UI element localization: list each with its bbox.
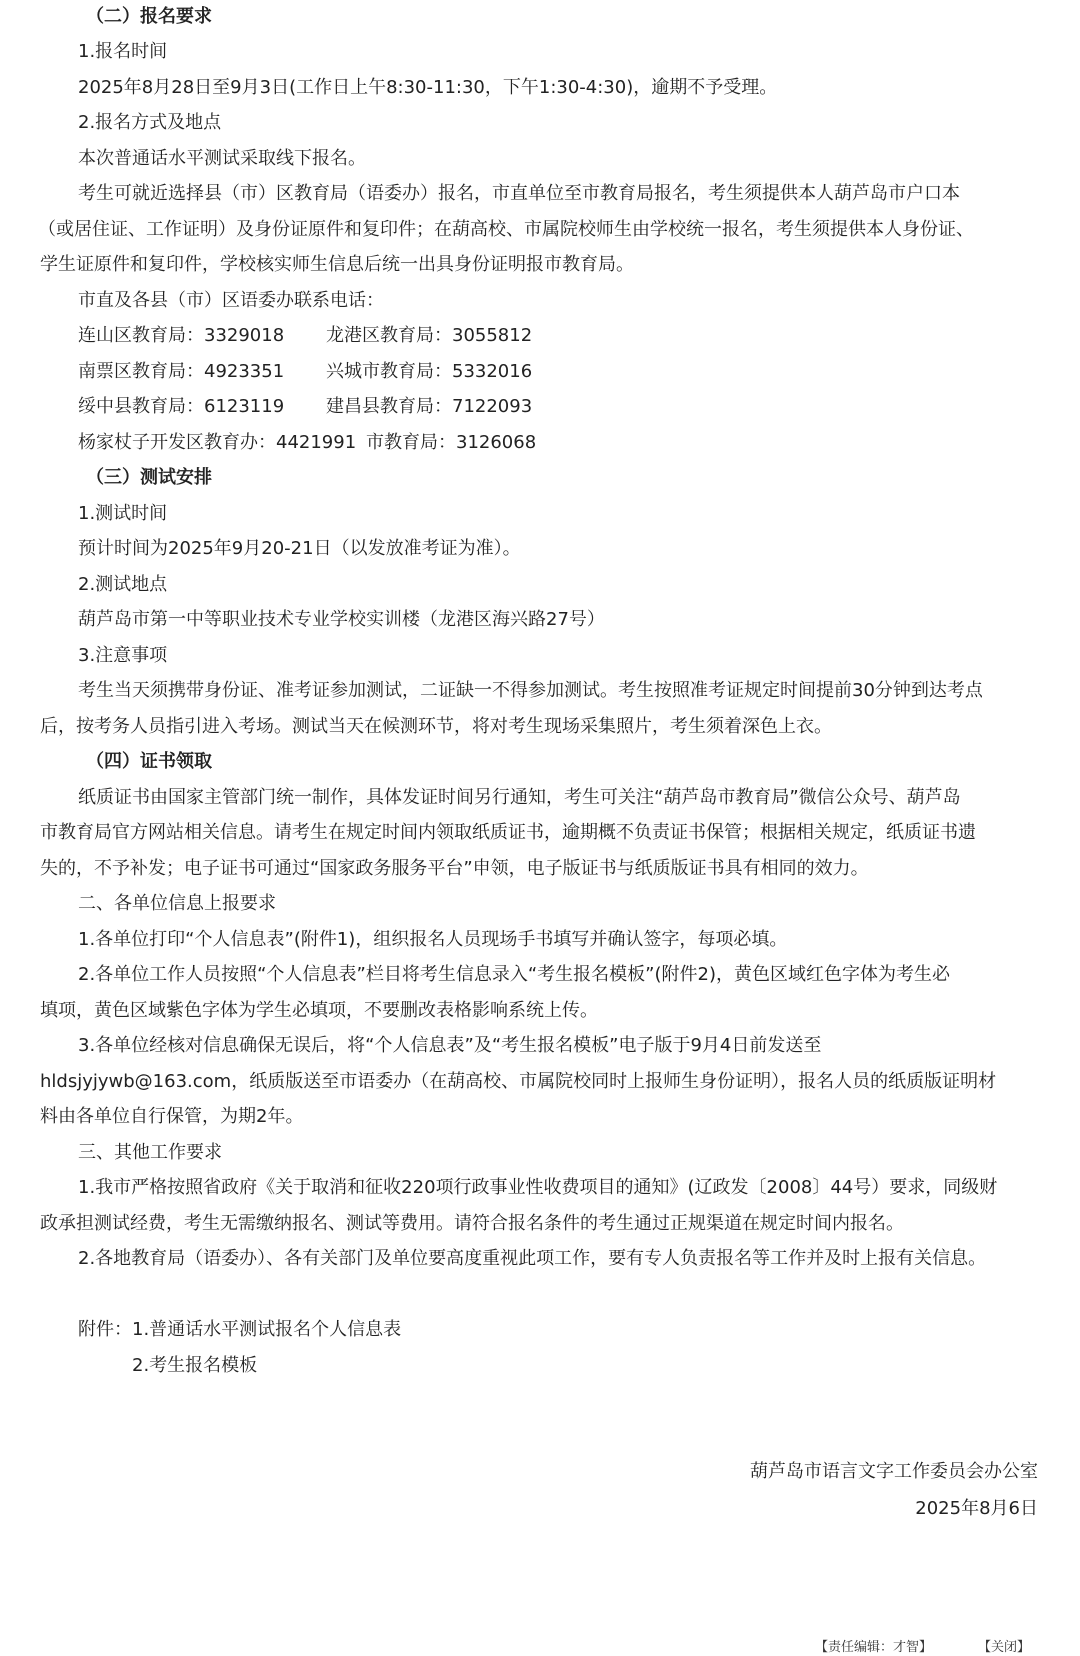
text-line: 填项，黄色区域紫色字体为学生必填项，不要删改表格影响系统上传。 (40, 1000, 598, 1021)
text-line: 纸质证书由国家主管部门统一制作，具体发证时间另行通知，考生可关注“葫芦岛市教育局”微信公众号、葫芦岛 (78, 787, 961, 808)
section-heading-certificate: （四）证书领取 (86, 751, 212, 772)
subheading-test-time: 1.测试时间 (78, 503, 168, 524)
text-line: 考生当天须携带身份证、准考证参加测试，二证缺一不得参加测试。考生按照准考证规定时间提前30分钟到达考点 (78, 680, 983, 701)
section-heading-unit-reporting: 二、各单位信息上报要求 (78, 893, 276, 914)
text-line: 政承担测试经费，考生无需缴纳报名、测试等费用。请符合报名条件的考生通过正规渠道在规定时间内报名。 (40, 1213, 904, 1234)
close-link[interactable]: 【关闭】 (977, 1640, 1030, 1655)
contact-longgang: 龙港区教育局：3055812 (326, 325, 533, 346)
contact-city-education-bureau: 市教育局：3126068 (366, 432, 537, 453)
responsible-editor: 【责任编辑：才智】 (814, 1640, 932, 1655)
text-line: （或居住证、工作证明）及身份证原件和复印件；在葫高校、市属院校师生由学校统一报名，考生须提供本人身份证、 (38, 219, 974, 240)
attachment-2: 2.考生报名模板 (132, 1355, 258, 1376)
text-line: 学生证原件和复印件，学校核实师生信息后统一出具身份证明报市教育局。 (40, 254, 634, 275)
contact-nanpiao: 南票区教育局：4923351 (78, 361, 285, 382)
text-line: 市直及各县（市）区语委办联系电话： (78, 290, 384, 311)
text-line: 2.各单位工作人员按照“个人信息表”栏目将考生信息录入“考生报名模板”(附件2)，黄色区域红色字体为考生必 (78, 964, 950, 985)
text-line: 预计时间为2025年9月20-21日（以发放准考证为准）。 (78, 538, 521, 559)
signature-organization: 葫芦岛市语言文字工作委员会办公室 (750, 1461, 1038, 1482)
text-line: 2025年8月28日至9月3日(工作日上午8:30-11:30，下午1:30-4:30)，逾期不予受理。 (78, 77, 778, 98)
text-line: 本次普通话水平测试采取线下报名。 (78, 148, 366, 169)
text-line: 市教育局官方网站相关信息。请考生在规定时间内领取纸质证书，逾期概不负责证书保管；根据相关规定，纸质证书遗 (40, 822, 976, 843)
contact-lianshan: 连山区教育局：3329018 (78, 325, 285, 346)
contact-yangjiazhangzi: 杨家杖子开发区教育办：4421991 (78, 432, 357, 453)
section-heading-registration: （二）报名要求 (86, 6, 212, 27)
subheading-registration-method: 2.报名方式及地点 (78, 112, 222, 133)
text-line: 考生可就近选择县（市）区教育局（语委办）报名，市直单位至市教育局报名，考生须提供本人葫芦岛市户口本 (78, 183, 960, 204)
section-heading-other-requirements: 三、其他工作要求 (78, 1142, 222, 1163)
signature-date: 2025年8月6日 (915, 1498, 1038, 1519)
attachment-1: 附件：1.普通话水平测试报名个人信息表 (78, 1319, 402, 1340)
text-line: 1.各单位打印“个人信息表”(附件1)，组织报名人员现场手书填写并确认签字，每项必填。 (78, 929, 788, 950)
text-line: 1.我市严格按照省政府《关于取消和征收220项行政事业性收费项目的通知》(辽政发〔2008〕44号）要求，同级财 (78, 1177, 998, 1198)
text-line: 失的，不予补发；电子证书可通过“国家政务服务平台”申领，电子版证书与纸质版证书具有相同的效力。 (40, 858, 869, 879)
text-line: 2.各地教育局（语委办）、各有关部门及单位要高度重视此项工作，要有专人负责报名等工作并及时上报有关信息。 (78, 1248, 987, 1269)
text-line: 料由各单位自行保管，为期2年。 (40, 1106, 304, 1127)
contact-xingcheng: 兴城市教育局：5332016 (326, 361, 533, 382)
subheading-notes: 3.注意事项 (78, 645, 168, 666)
text-line: 后，按考务人员指引进入考场。测试当天在候测环节，将对考生现场采集照片，考生须着深色上衣。 (40, 716, 832, 737)
subheading-registration-time: 1.报名时间 (78, 41, 168, 62)
text-line: 葫芦岛市第一中等职业技术专业学校实训楼（龙港区海兴路27号） (78, 609, 605, 630)
text-line: hldsjyjywb@163.com，纸质版送至市语委办（在葫高校、市属院校同时上报师生身份证明），报名人员的纸质版证明材 (40, 1071, 997, 1092)
section-heading-test-arrangement: （三）测试安排 (86, 467, 212, 488)
contact-suizhong: 绥中县教育局：6123119 (78, 396, 285, 417)
contact-jianchang: 建昌县教育局：7122093 (326, 396, 533, 417)
subheading-test-location: 2.测试地点 (78, 574, 168, 595)
text-line: 3.各单位经核对信息确保无误后，将“个人信息表”及“考生报名模板”电子版于9月4日前发送至 (78, 1035, 822, 1056)
